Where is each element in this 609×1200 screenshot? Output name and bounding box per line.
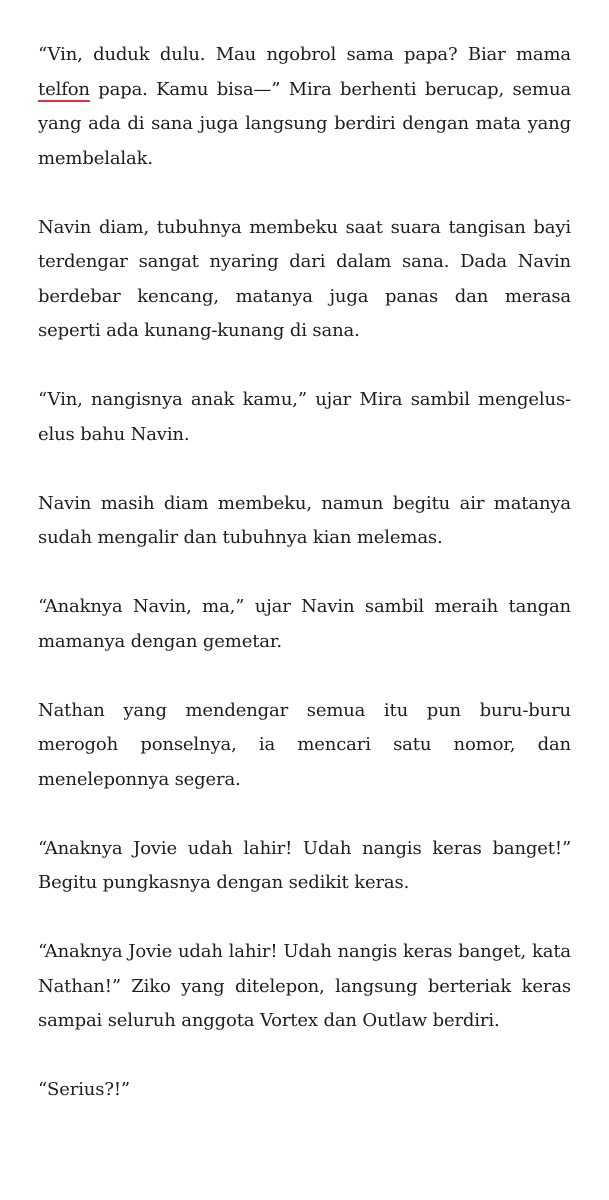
paragraph-6: Nathan yang mendengar semua itu pun buru-buru merogoh ponselnya, ia mencari satu nomor, dan meneleponnya segera. xyxy=(38,699,571,790)
story-text xyxy=(38,38,571,1108)
paragraph-8: “Anaknya Jovie udah lahir! Udah nangis keras banget, kata Nathan!” Ziko yang ditelepon, langsung berteriak keras sampai seluruh anggota Vortex dan Outlaw berdiri. xyxy=(38,941,571,1031)
paragraph-2: Navin diam, tubuhnya membeku saat suara tangisan bayi terdengar sangat nyaring dari dalam sana. Dada Navin berdebar kencang, matanya juga panas dan merasa seperti ada kunang-kunang di sana. xyxy=(38,216,571,341)
paragraph-1-before: “Vin, duduk dulu. Mau ngobrol sama papa? Biar mama xyxy=(38,44,571,65)
paragraph-7: “Anaknya Jovie udah lahir! Udah nangis keras banget!” Begitu pungkasnya dengan sedikit keras. xyxy=(38,837,571,893)
spellcheck-underlined-word: telfon xyxy=(38,78,90,100)
paragraph-1 xyxy=(38,38,571,176)
paragraph-1-after: papa. Kamu bisa—” Mira berhenti berucap, semua yang ada di sana juga langsung berdiri dengan mata yang membelalak. xyxy=(38,78,571,169)
paragraph-5: “Anaknya Navin, ma,” ujar Navin sambil meraih tangan mamanya dengan gemetar. xyxy=(38,596,571,652)
paragraph-4: Navin masih diam membeku, namun begitu air matanya sudah mengalir dan tubuhnya kian melemas. xyxy=(38,492,571,548)
paragraph-3: “Vin, nangisnya anak kamu,” ujar Mira sambil mengelus-elus bahu Navin. xyxy=(38,389,571,445)
paragraph-9: “Serius?!” xyxy=(38,1079,130,1100)
